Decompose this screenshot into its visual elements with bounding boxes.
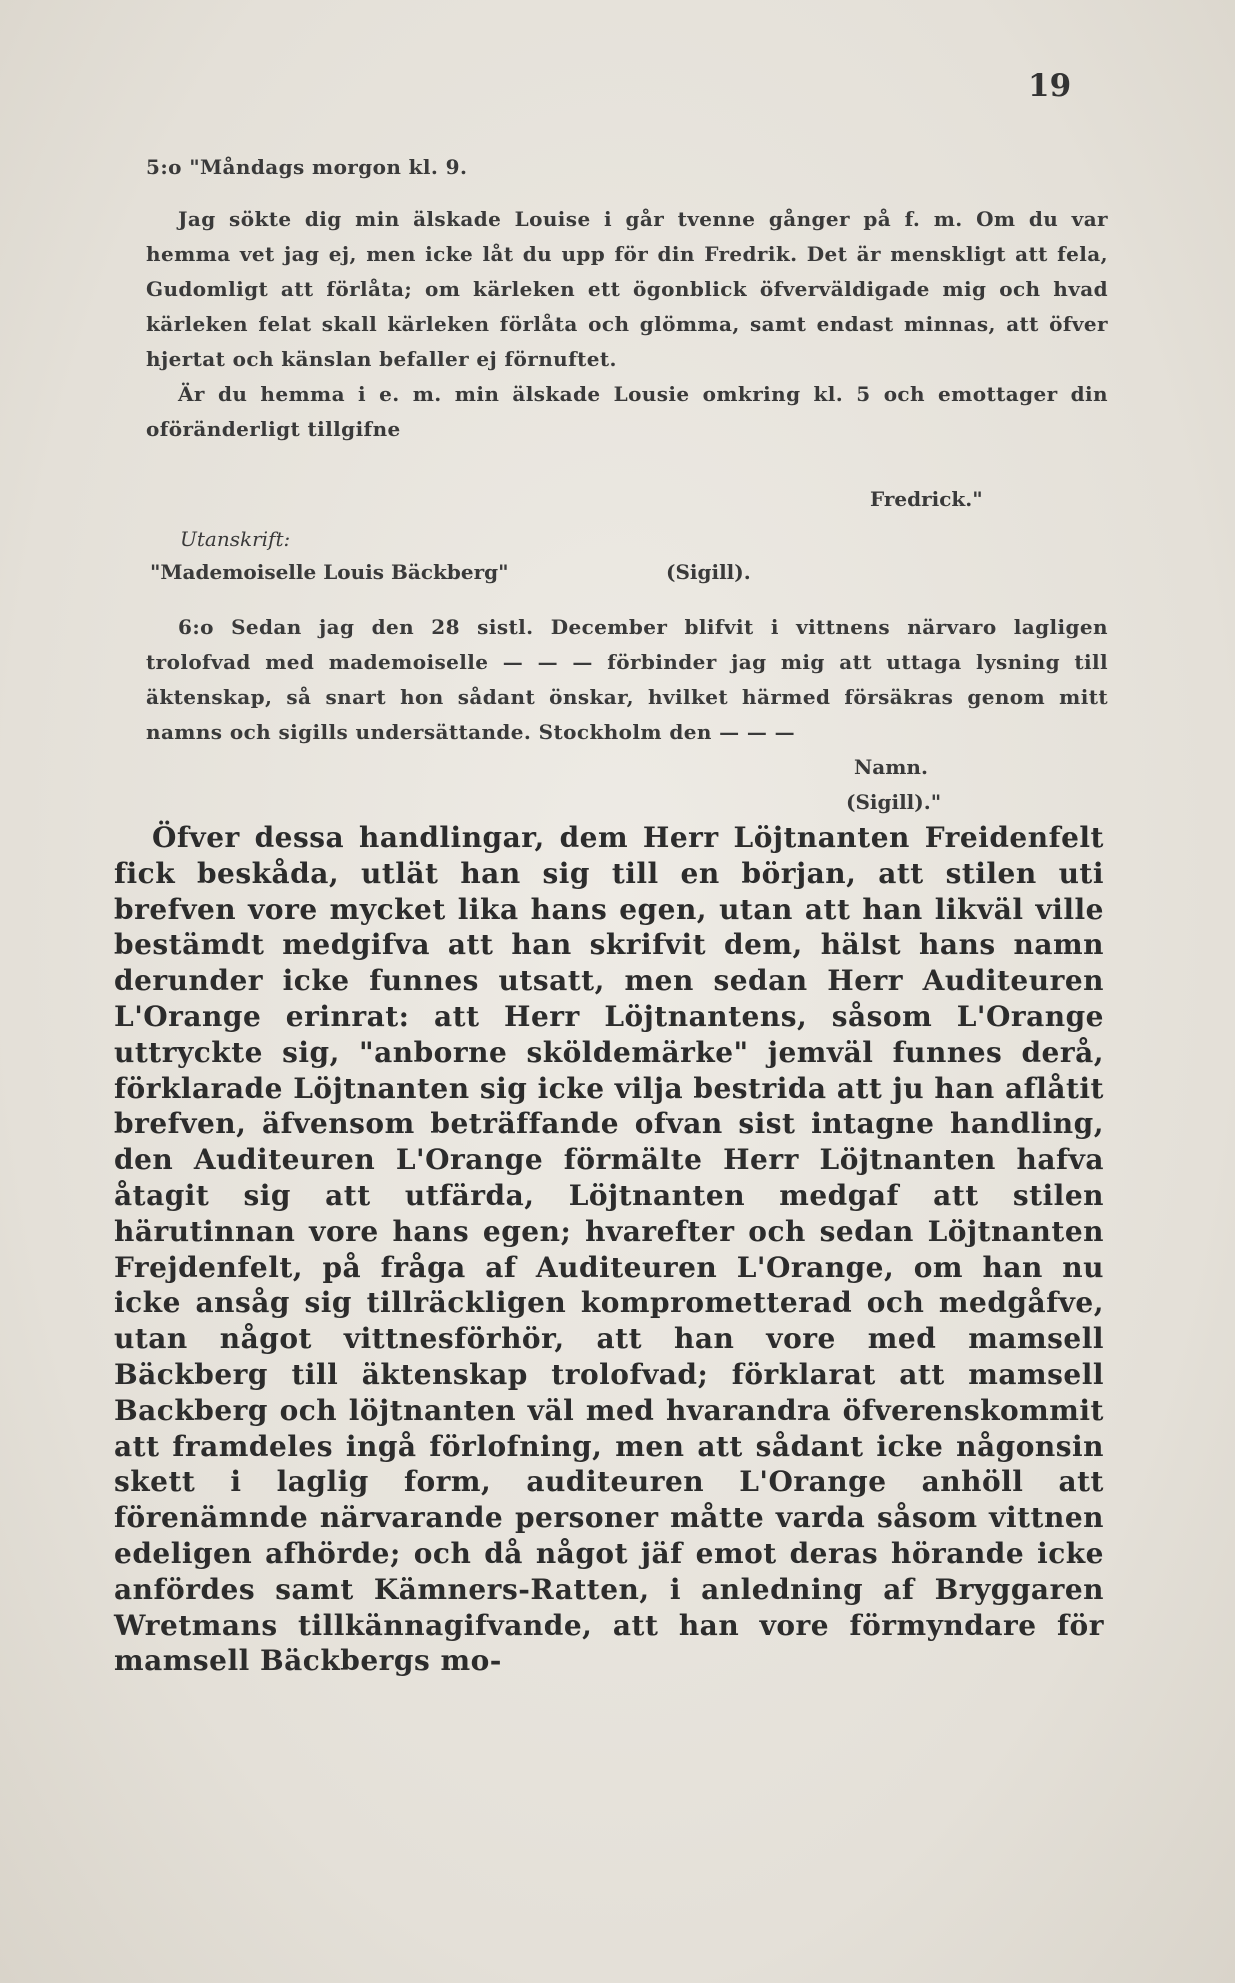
body-text (114, 820, 1104, 1679)
address-text: "Mademoiselle Louis Bäckberg" (150, 560, 509, 584)
page-number: 19 (1028, 68, 1072, 104)
item-6-text (146, 610, 1108, 750)
name-placeholder: Namn. (854, 755, 928, 779)
seal-mark-2: (Sigill)." (846, 790, 942, 814)
item-5-heading: 5:o "Måndags morgon kl. 9. (146, 155, 468, 179)
body-paragraph: Öfver dessa handlingar, dem Herr Löjtnanten Freidenfelt fick beskåda, utlät han sig till en början, att stilen uti brefven vore mycket lika hans egen, utan att han likväl ville bestämdt medgifva att han skrifvit dem, hälst hans namn derunder icke funnes utsatt, men sedan Herr Auditeuren L'Orange erinrat: att Herr Löjtnantens, såsom L'Orange uttryckte sig, "anborne sköldemärke" jemväl funnes derå, förklarade Löjtnanten sig icke vilja bestrida att ju han aflåtit brefven, äfvensom beträffande ofvan sist intagne handling, den Auditeuren L'Orange förmälte Herr Löjtnanten hafva åtagit sig att utfärda, Löjtnanten medgaf att stilen härutinnan vore hans egen; hvarefter och sedan Löjtnanten Frejdenfelt, på fråga af Auditeuren L'Orange, om han nu icke ansåg sig tillräckligen komprometterad och medgåfve, utan något vittnesförhör, att han vore med mamsell Bäckberg till äktenskap trolofvad; förklarat att mamsell Backberg och löjtnanten väl med hvarandra öfverenskommit att framdeles ingå förlofning, men att sådant icke någonsin skett i laglig form, auditeuren L'Orange anhöll att förenämnde närvarande personer måtte varda såsom vittnen edeligen afhörde; och då något jäf emot deras hörande icke anfördes samt Kämners-Ratten, i anledning af Bryggaren Wretmans tillkännagifvande, att han vore förmyndare för mamsell Bäckbergs mo- (114, 821, 1104, 1678)
letter-signature: Fredrick." (870, 487, 983, 511)
letter-paragraph-2: Är du hemma i e. m. min älskade Lousie omkring kl. 5 och emottager din oföränderligt tillgifne (146, 382, 1108, 441)
address-label: Utanskrift: (180, 527, 291, 551)
address-row (150, 560, 751, 584)
item-6-paragraph: 6:o Sedan jag den 28 sistl. December blifvit i vittnens närvaro lagligen trolofvad med mademoiselle — — — förbinder jag mig att uttaga lysning till äktenskap, så snart hon sådant önskar, hvilket härmed försäkras genom mitt namns och sigills undersättande. Stockholm den — — — (146, 615, 1108, 744)
seal-mark: (Sigill). (666, 560, 751, 584)
letter-paragraph-1: Jag sökte dig min älskade Louise i går tvenne gånger på f. m. Om du var hemma vet jag ej, men icke låt du upp för din Fredrik. Det är menskligt att fela, Gudomligt att förlåta; om kärleken ett ögonblick öfverväldigade mig och hvad kärleken felat skall kärleken förlåta och glömma, samt endast minnas, att öfver hjertat och känslan befaller ej förnuftet. (146, 207, 1108, 371)
letter-text (146, 202, 1108, 447)
